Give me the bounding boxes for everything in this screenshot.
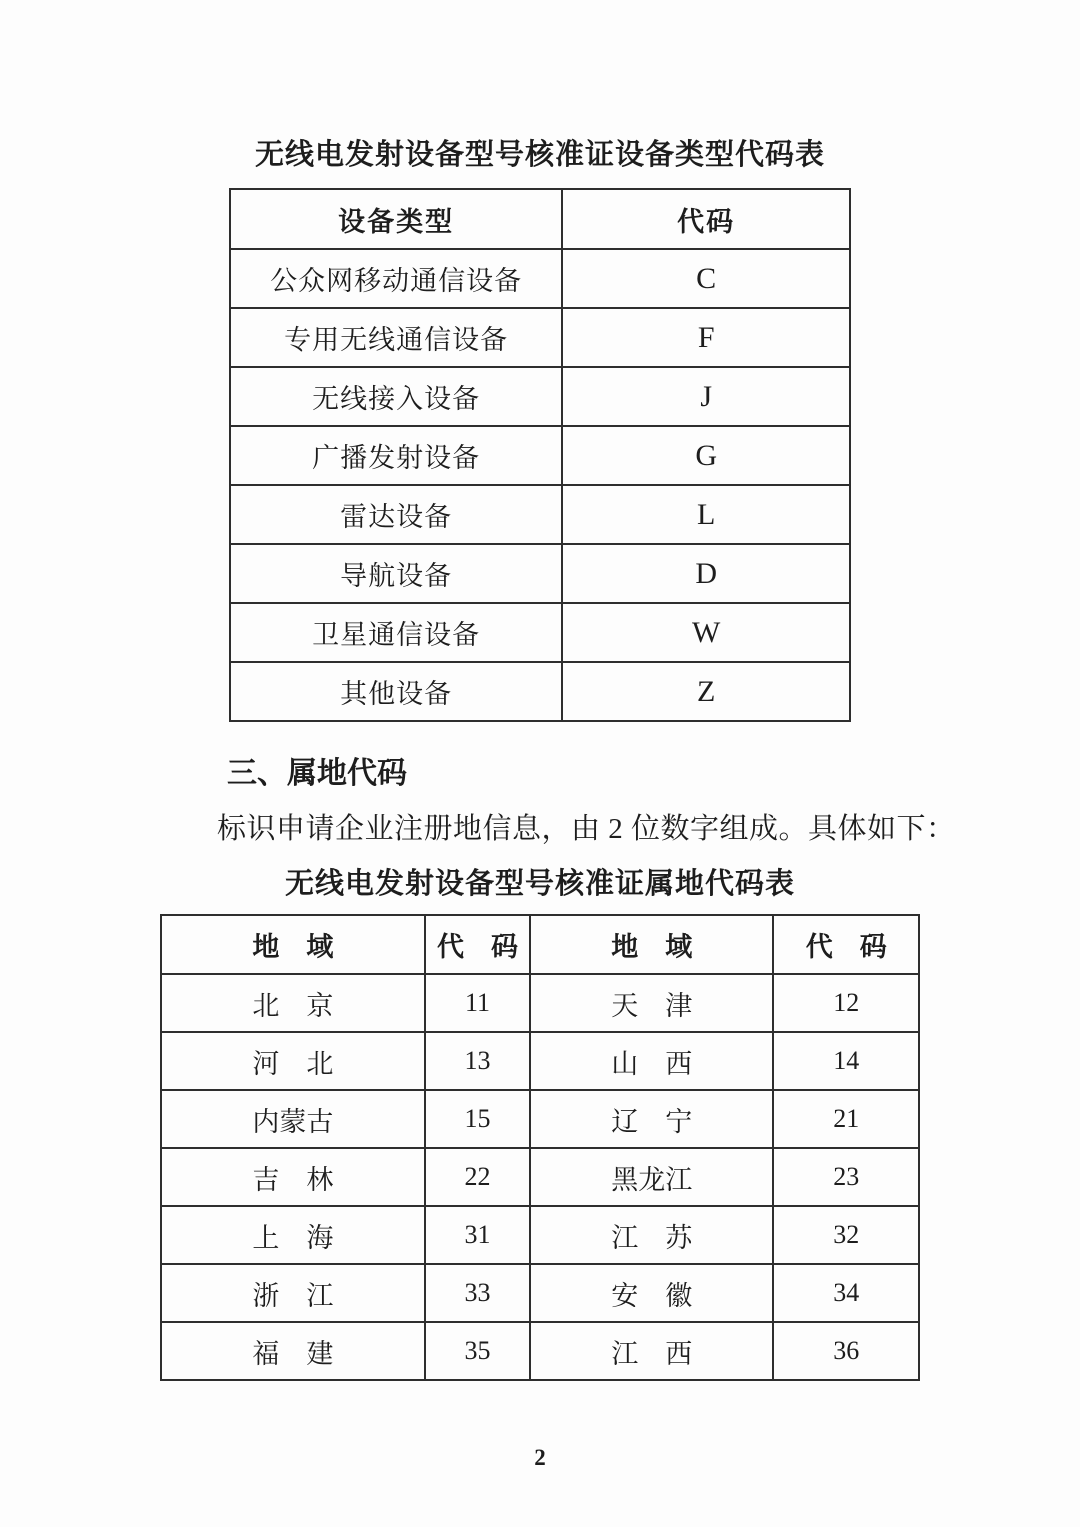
column-header-code: 代码 [562,189,850,249]
device-type-cell: 导航设备 [230,544,562,603]
code-cell: 31 [425,1206,530,1264]
device-type-code-table [229,188,851,722]
device-type-cell: 广播发射设备 [230,426,562,485]
region-cell: 江 西 [530,1322,773,1380]
code-cell: 33 [425,1264,530,1322]
code-cell: L [562,485,850,544]
code-cell: 36 [773,1322,919,1380]
code-cell: 35 [425,1322,530,1380]
region-cell: 黑龙江 [530,1148,773,1206]
region-table-header-row [161,915,919,974]
region-cell: 河 北 [161,1032,425,1090]
device-table-header-row [230,189,850,249]
region-cell: 吉 林 [161,1148,425,1206]
table-row [161,1090,919,1148]
device-type-cell: 无线接入设备 [230,367,562,426]
table-row [230,662,850,721]
region-cell: 福 建 [161,1322,425,1380]
page-number: 2 [534,1445,546,1470]
device-type-cell: 雷达设备 [230,485,562,544]
section-paragraph: 标识申请企业注册地信息，由 2 位数字组成。具体如下： [217,813,956,845]
region-cell: 内蒙古 [161,1090,425,1148]
device-type-cell: 其他设备 [230,662,562,721]
column-header-region: 地 域 [161,915,425,974]
column-header-code: 代 码 [425,915,530,974]
table-row [230,249,850,308]
region-cell: 江 苏 [530,1206,773,1264]
code-cell: C [562,249,850,308]
code-cell: D [562,544,850,603]
table-row [230,426,850,485]
region-cell: 山 西 [530,1032,773,1090]
column-header-code: 代 码 [773,915,919,974]
code-cell: 34 [773,1264,919,1322]
code-cell: J [562,367,850,426]
device-table-title: 无线电发射设备型号核准证设备类型代码表 [254,139,825,171]
region-cell: 北 京 [161,974,425,1032]
region-table-title: 无线电发射设备型号核准证属地代码表 [284,868,795,900]
table-row [161,1206,919,1264]
code-cell: 32 [773,1206,919,1264]
region-cell: 天 津 [530,974,773,1032]
code-cell: 23 [773,1148,919,1206]
device-type-cell: 公众网移动通信设备 [230,249,562,308]
table-row [230,603,850,662]
code-cell: 11 [425,974,530,1032]
code-cell: F [562,308,850,367]
section-heading: 三、属地代码 [227,757,407,790]
table-row [230,485,850,544]
code-cell: G [562,426,850,485]
code-cell: W [562,603,850,662]
code-cell: 21 [773,1090,919,1148]
code-cell: 14 [773,1032,919,1090]
code-cell: 22 [425,1148,530,1206]
region-code-table [160,914,920,1381]
region-cell: 上 海 [161,1206,425,1264]
code-cell: 12 [773,974,919,1032]
column-header-device-type: 设备类型 [230,189,562,249]
code-cell: 15 [425,1090,530,1148]
table-row [161,974,919,1032]
region-cell: 浙 江 [161,1264,425,1322]
region-cell: 辽 宁 [530,1090,773,1148]
table-row [230,367,850,426]
code-cell: 13 [425,1032,530,1090]
table-row [161,1032,919,1090]
table-row [161,1322,919,1380]
region-cell: 安 徽 [530,1264,773,1322]
device-type-cell: 专用无线通信设备 [230,308,562,367]
table-row [161,1148,919,1206]
column-header-region: 地 域 [530,915,773,974]
table-row [230,544,850,603]
code-cell: Z [562,662,850,721]
table-row [161,1264,919,1322]
table-row [230,308,850,367]
device-type-cell: 卫星通信设备 [230,603,562,662]
